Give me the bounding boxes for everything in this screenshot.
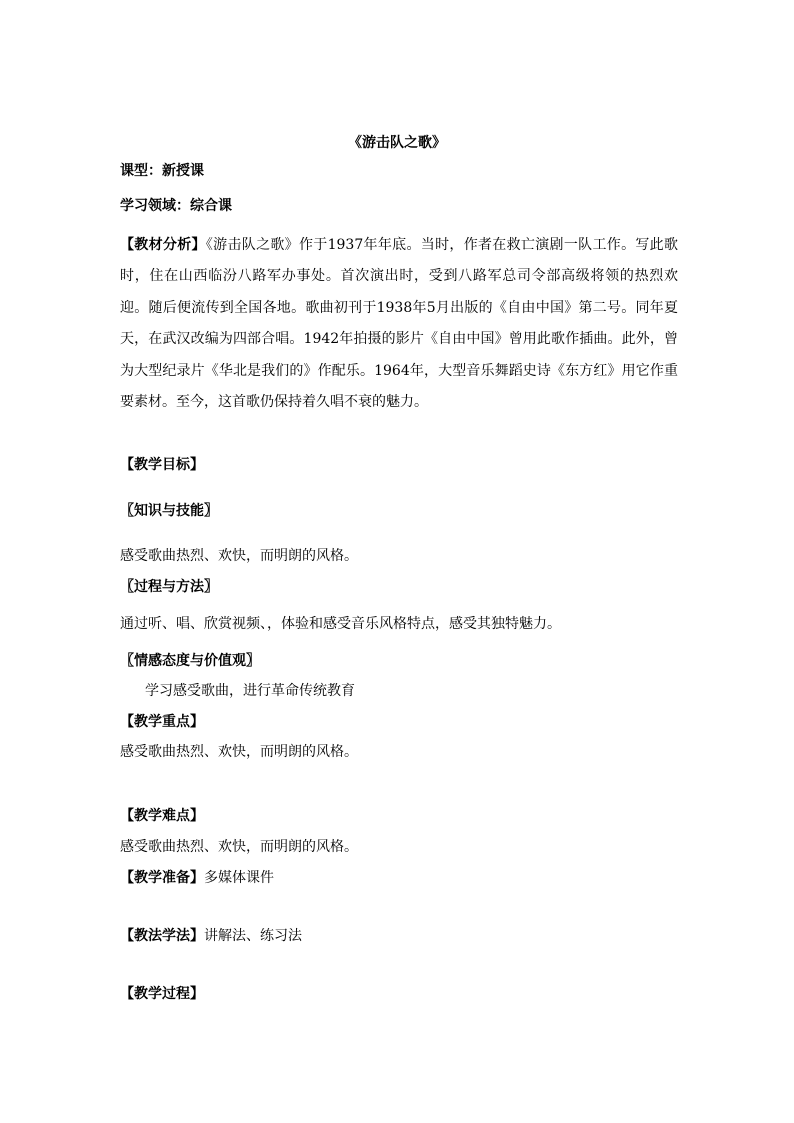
teaching-goals-heading: 【教学目标】	[120, 457, 204, 473]
knowledge-skills-heading: 〖知识与技能〗	[120, 503, 218, 519]
teaching-preparation	[120, 868, 274, 888]
material-analysis-text: 《游击队之歌》作于1937年年底。当时，作者在救亡演剧一队工作。写此歌时，住在山西临汾八路军办事处。首次演出时，受到八路军总司令部高级将领的热烈欢迎。随后便流传到全国各地。歌曲初刊于1938年5月出版的《自由中国》第二号。同年夏天，在武汉改编为四部合唱。1942年拍摄的影片《自由中国》曾用此歌作插曲。此外，曾为大型纪录片《华北是我们的》作配乐。1964年，大型音乐舞蹈史诗《东方红》用它作重要素材。至今，这首歌仍保持着久唱不衰的魅力。	[120, 237, 678, 411]
teaching-methods-text: 讲解法、练习法	[204, 928, 302, 944]
teaching-difficulty-text: 感受歌曲热烈、欢快，而明朗的风格。	[120, 839, 358, 855]
teaching-process-heading: 【教学过程】	[120, 986, 204, 1002]
process-method-text: 通过听、唱、欣赏视频、，体验和感受音乐风格特点，感受其独特魅力。	[120, 616, 561, 632]
teaching-methods-heading: 【教法学法】	[120, 928, 204, 944]
knowledge-skills-text: 感受歌曲热烈、欢快，而明朗的风格。	[120, 548, 358, 564]
emotion-values-heading: 〖情感态度与价值观〗	[120, 653, 260, 669]
process-method-heading: 〖过程与方法〗	[120, 579, 218, 595]
material-analysis-section	[120, 230, 678, 418]
teaching-key-heading: 【教学重点】	[120, 714, 204, 730]
teaching-preparation-heading: 【教学准备】	[120, 870, 204, 886]
lesson-type: 课型：新授课	[120, 163, 204, 179]
teaching-preparation-text: 多媒体课件	[204, 870, 274, 886]
document-title: 《游击队之歌》	[348, 135, 446, 151]
learning-field: 学习领域：综合课	[120, 198, 232, 214]
teaching-key-text: 感受歌曲热烈、欢快，而明朗的风格。	[120, 744, 358, 760]
material-analysis-heading: 【教材分析】	[120, 237, 206, 253]
teaching-difficulty-heading: 【教学难点】	[120, 808, 204, 824]
teaching-methods	[120, 926, 302, 946]
emotion-values-text: 学习感受歌曲，进行革命传统教育	[145, 683, 355, 699]
